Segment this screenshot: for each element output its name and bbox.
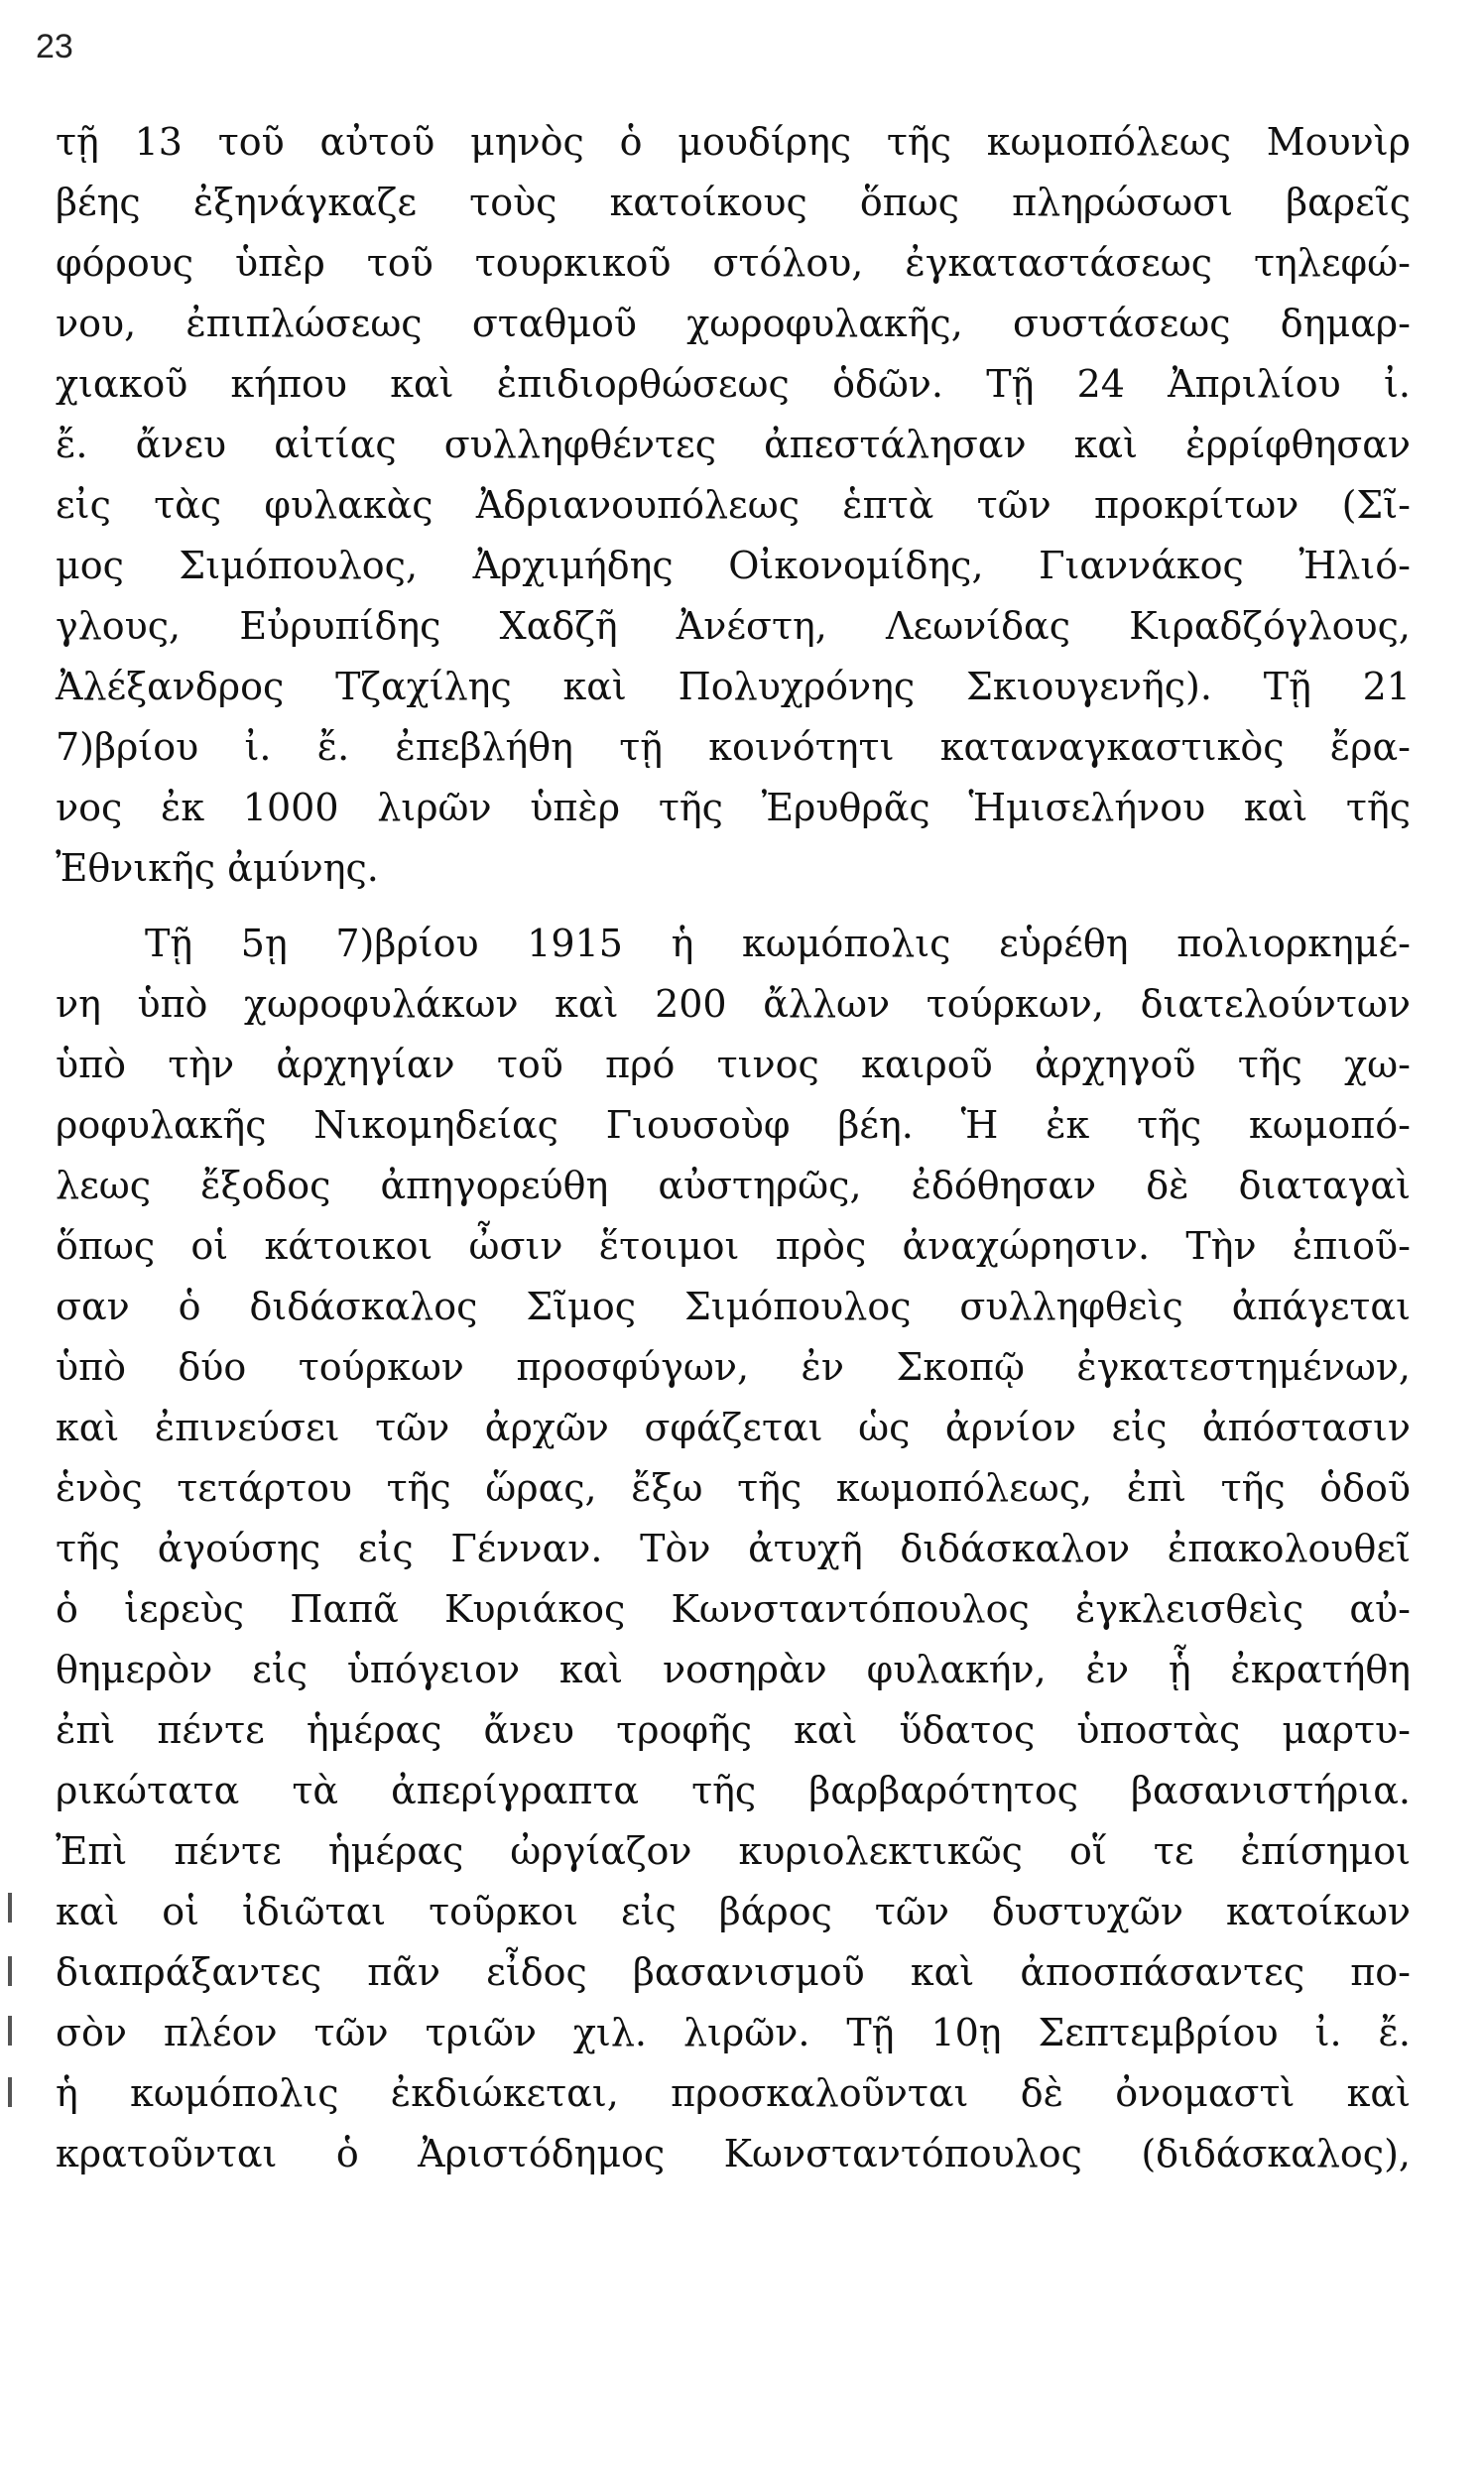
text-line: φόρους ὑπὲρ τοῦ τουρκικοῦ στόλου, ἐγκαταστάσεως τηλεφώ- [56, 241, 1411, 285]
text-line: ρικώτατα τὰ ἀπερίγραπτα τῆς βαρβαρότητος βασανιστήρια. [56, 1769, 1411, 1812]
text-line: Τῇ 5ῃ 7)βρίου 1915 ἡ κωμόπολις εὑρέθη πολιορκημέ- [145, 922, 1411, 965]
text-line: βέης ἐξηνάγκαζε τοὺς κατοίκους ὅπως πληρώσωσι βαρεῖς [56, 181, 1411, 224]
text-line: ροφυλακῆς Νικομηδείας Γιουσοὺφ βέη. Ἡ ἐκ τῆς κωμοπό- [56, 1103, 1411, 1147]
text-line: τῇ 13 τοῦ αὐτοῦ μηνὸς ὁ μουδίρης τῆς κωμοπόλεως Μουνὶρ [56, 120, 1411, 164]
text-line: Ἐθνικῆς ἀμύνης. [56, 846, 379, 890]
text-line: θημερὸν εἰς ὑπόγειον καὶ νοσηρὰν φυλακήν, ἐν ᾗ ἐκρατήθη [56, 1648, 1411, 1691]
text-line: ἔ. ἄνευ αἰτίας συλληφθέντες ἀπεστάλησαν καὶ ἐρρίφθησαν [56, 423, 1411, 466]
text-line: Ἀλέξανδρος Τζαχίλης καὶ Πολυχρόνης Σκιουγενῆς). Τῇ 21 [56, 665, 1411, 708]
text-line: σὸν πλέον τῶν τριῶν χιλ. λιρῶν. Τῇ 10ῃ Σεπτεμβρίου ἰ. ἔ. [56, 2011, 1411, 2054]
text-line: 7)βρίου ἰ. ἔ. ἐπεβλήθη τῇ κοινότητι καταναγκαστικὸς ἔρα- [56, 725, 1411, 769]
text-line: κρατοῦνται ὁ Ἀριστόδημος Κωνσταντόπουλος (διδάσκαλος), [56, 2132, 1411, 2175]
text-line: σαν ὁ διδάσκαλος Σῖμος Σιμόπουλος συλληφθεὶς ἀπάγεται [56, 1285, 1411, 1328]
text-line: διαπράξαντες πᾶν εἶδος βασανισμοῦ καὶ ἀποσπάσαντες πο- [56, 1950, 1411, 1994]
margin-mark [8, 1893, 12, 1923]
page-number: 23 [36, 28, 73, 65]
text-line: γλους, Εὐρυπίδης Χαδζῆ Ἀνέστη, Λεωνίδας Κιραδζόγλους, [56, 604, 1411, 648]
text-line: λεως ἔξοδος ἀπηγορεύθη αὐστηρῶς, ἐδόθησαν δὲ διαταγαὶ [56, 1164, 1411, 1207]
text-line: ἐπὶ πέντε ἡμέρας ἄνευ τροφῆς καὶ ὕδατος ὑποστὰς μαρτυ- [56, 1708, 1411, 1752]
text-line: τῆς ἀγούσης εἰς Γένναν. Τὸν ἀτυχῆ διδάσκαλον ἐπακολουθεῖ [56, 1527, 1411, 1570]
text-line: νος ἐκ 1000 λιρῶν ὑπὲρ τῆς Ἐρυθρᾶς Ἡμισελήνου καὶ τῆς [56, 786, 1411, 829]
text-line: ὅπως οἱ κάτοικοι ὦσιν ἕτοιμοι πρὸς ἀναχώρησιν. Τὴν ἐπιοῦ- [56, 1224, 1411, 1268]
margin-mark [8, 1956, 12, 1986]
text-line: ὑπὸ τὴν ἀρχηγίαν τοῦ πρό τινος καιροῦ ἀρχηγοῦ τῆς χω- [56, 1043, 1411, 1086]
text-line: καὶ ἐπινεύσει τῶν ἀρχῶν σφάζεται ὡς ἀρνίον εἰς ἀπόστασιν [56, 1406, 1411, 1449]
text-line: ἑνὸς τετάρτου τῆς ὥρας, ἔξω τῆς κωμοπόλεως, ἐπὶ τῆς ὁδοῦ [56, 1466, 1411, 1510]
text-line: ὁ ἱερεὺς Παπᾶ Κυριάκος Κωνσταντόπουλος ἐγκλεισθεὶς αὐ- [56, 1587, 1411, 1631]
text-line: καὶ οἱ ἰδιῶται τοῦρκοι εἰς βάρος τῶν δυστυχῶν κατοίκων [56, 1890, 1411, 1933]
text-line: νη ὑπὸ χωροφυλάκων καὶ 200 ἄλλων τούρκων, διατελούντων [56, 982, 1411, 1026]
text-line: μος Σιμόπουλος, Ἀρχιμήδης Οἰκονομίδης, Γιαννάκος Ἠλιό- [56, 544, 1411, 587]
margin-mark [8, 2016, 12, 2046]
text-line: ὑπὸ δύο τούρκων προσφύγων, ἐν Σκοπῷ ἐγκατεστημένων, [56, 1345, 1411, 1389]
text-line: Ἐπὶ πέντε ἡμέρας ὠργίαζον κυριολεκτικῶς οἵ τε ἐπίσημοι [56, 1829, 1411, 1873]
text-line: νου, ἐπιπλώσεως σταθμοῦ χωροφυλακῆς, συστάσεως δημαρ- [56, 302, 1411, 345]
text-line: ἡ κωμόπολις ἐκδιώκεται, προσκαλοῦνται δὲ ὀνομαστὶ καὶ [56, 2071, 1411, 2115]
margin-mark [8, 2077, 12, 2107]
text-line: εἰς τὰς φυλακὰς Ἀδριανουπόλεως ἑπτὰ τῶν προκρίτων (Σῖ- [56, 483, 1411, 527]
text-line: χιακοῦ κήπου καὶ ἐπιδιορθώσεως ὁδῶν. Τῇ 24 Ἀπριλίου ἰ. [56, 362, 1411, 406]
